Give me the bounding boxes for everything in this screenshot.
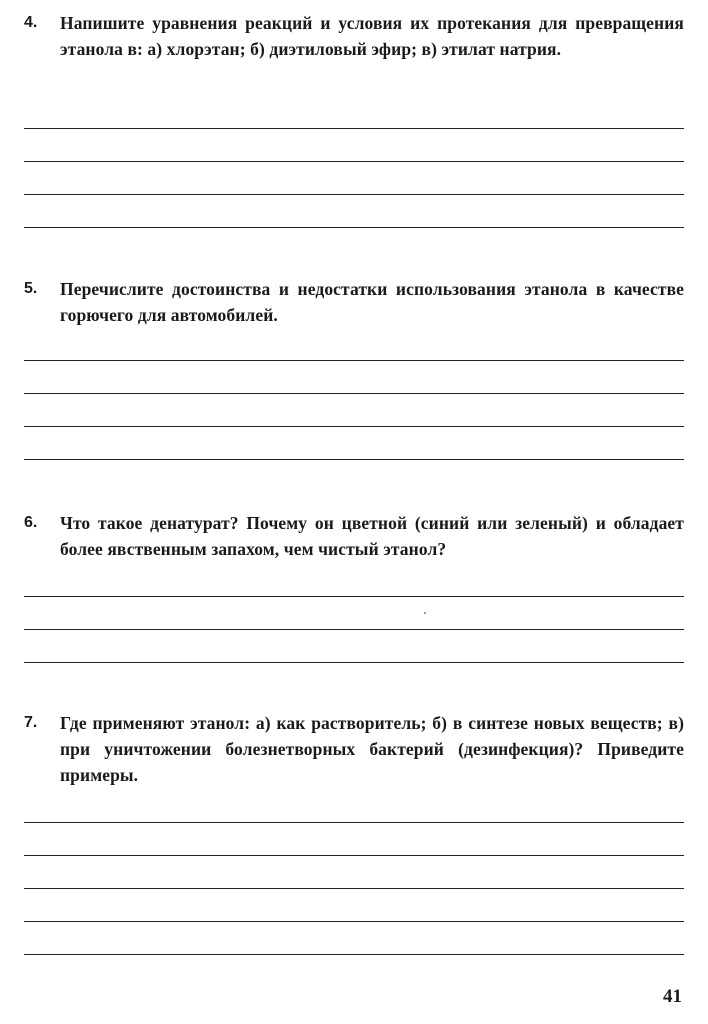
task-4-header [24,10,684,62]
task-5-number: 5. [24,280,38,297]
answer-line [24,459,684,460]
answer-line [24,596,684,597]
task-6-text: Что такое денатурат? Почему он цветной (синий или зеленый) и обладает более явственным запахом, чем чистый этанол? [60,513,684,559]
task-4-answer-area[interactable] [24,128,684,260]
answer-line [24,629,684,630]
task-7-answer-area[interactable] [24,822,684,987]
answer-line [24,161,684,162]
answer-line [24,888,684,889]
answer-line [24,393,684,394]
task-5-text: Перечислите достоинства и недостатки использования этанола в качестве горючего для автомобилей. [60,279,684,325]
task-7-number: 7. [24,714,38,731]
print-speck [424,612,426,614]
task-4 [24,10,684,62]
task-6-header [24,510,684,562]
answer-line [24,954,684,955]
answer-line [24,426,684,427]
task-6 [24,510,684,562]
answer-line [24,822,684,823]
answer-line [24,921,684,922]
task-6-number: 6. [24,514,38,531]
task-7 [24,710,684,788]
task-5 [24,276,684,328]
answer-line [24,662,684,663]
task-4-number: 4. [24,14,38,31]
answer-line [24,128,684,129]
answer-line [24,855,684,856]
page-number: 41 [663,986,682,1007]
task-7-header [24,710,684,788]
answer-line [24,227,684,228]
task-5-header [24,276,684,328]
task-5-answer-area[interactable] [24,360,684,492]
answer-line [24,360,684,361]
task-7-text: Где применяют этанол: а) как растворитель; б) в синтезе новых веществ; в) при уничтожении болезнетворных бактерий (дезинфекция)? Приведите примеры. [60,713,684,785]
task-6-answer-area[interactable] [24,596,684,695]
task-4-text: Напишите уравнения реакций и условия их протекания для превращения этанола в: а) хлорэтан; б) диэтиловый эфир; в) этилат натрия. [60,13,684,59]
answer-line [24,194,684,195]
